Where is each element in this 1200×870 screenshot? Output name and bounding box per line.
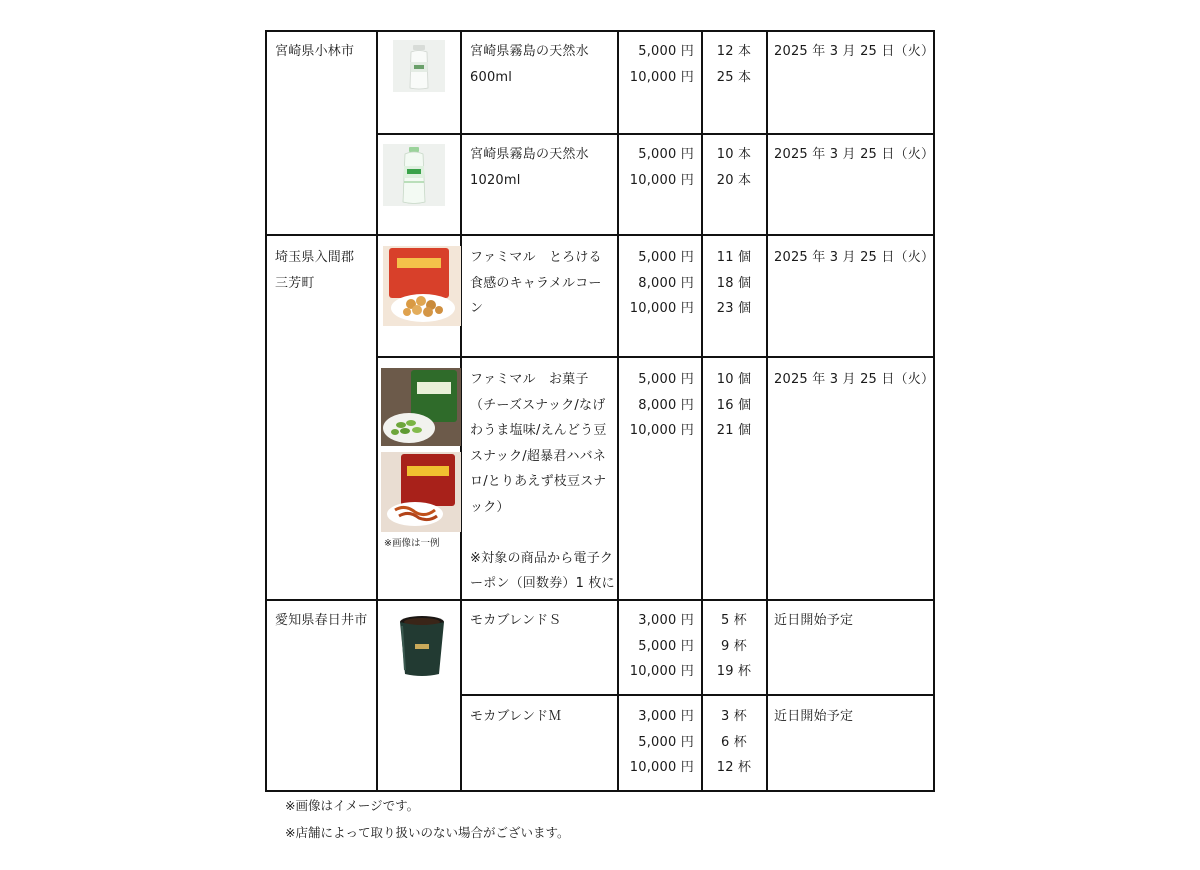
image-caption: ※画像は一例 (384, 538, 440, 549)
table-border-bottom (265, 790, 935, 792)
quantity-cell: 5 杯 9 杯 19 杯 (716, 613, 752, 679)
date-cell: 2025 年 3 月 25 日（火） (774, 147, 935, 162)
group-divider (265, 599, 935, 601)
snack-assortment-image (381, 368, 461, 532)
quantity-cell: 3 杯 6 杯 12 杯 (716, 709, 752, 775)
product-name: 宮崎県霧島の天然水 1020ml (470, 147, 589, 188)
price-cell: 5,000 円 10,000 円 (629, 147, 694, 188)
price-cell: 5,000 円 8,000 円 10,000 円 (629, 250, 694, 316)
footnote: ※画像はイメージです。 (285, 798, 420, 813)
col-divider (766, 30, 768, 792)
date-cell: 2025 年 3 月 25 日（火） (774, 372, 935, 387)
col-divider (376, 30, 378, 792)
price-cell: 3,000 円 5,000 円 10,000 円 (629, 709, 694, 775)
product-name: モカブレンドＳ (470, 613, 562, 628)
date-cell: 2025 年 3 月 25 日（火） (774, 44, 935, 59)
water-bottle-600-image (393, 40, 445, 92)
price-cell: 3,000 円 5,000 円 10,000 円 (629, 613, 694, 679)
row-divider (461, 694, 935, 696)
group-divider (265, 234, 935, 236)
date-cell: 2025 年 3 月 25 日（火） (774, 250, 935, 265)
product-table (265, 30, 935, 792)
water-bottle-1020-image (383, 144, 445, 206)
product-name: 宮崎県霧島の天然水 600ml (470, 44, 589, 85)
coffee-cup-image (395, 614, 449, 678)
price-cell: 5,000 円 10,000 円 (629, 44, 694, 85)
region-cell: 埼玉県入間郡 三芳町 (275, 250, 355, 291)
date-cell: 近日開始予定 (774, 613, 854, 628)
date-cell: 近日開始予定 (774, 709, 854, 724)
region-cell: 宮崎県小林市 (275, 44, 355, 59)
table-border-top (265, 30, 935, 32)
product-name: ファミマル とろける 食感のキャラメルコー ン (470, 250, 602, 316)
quantity-cell: 11 個 18 個 23 個 (716, 250, 752, 316)
quantity-cell: 10 個 16 個 21 個 (716, 372, 752, 438)
product-name: ファミマル お菓子 （チーズスナック/なげ わうま塩味/えんどう豆 スナック/超暴君ハバネ ロ/とりあえず枝豆スナ ック） ※対象の商品から電子ク ーポン（回数券）1 枚に (470, 372, 615, 591)
price-cell: 5,000 円 8,000 円 10,000 円 (629, 372, 694, 438)
region-cell: 愛知県春日井市 (275, 613, 368, 628)
footnote: ※店舗によって取り扱いのない場合がございます。 (285, 825, 570, 840)
product-name: モカブレンドＭ (470, 709, 562, 724)
quantity-cell: 10 本 20 本 (716, 147, 752, 188)
caramel-corn-image (383, 246, 461, 326)
table-border-left (265, 30, 267, 792)
quantity-cell: 12 本 25 本 (716, 44, 752, 85)
